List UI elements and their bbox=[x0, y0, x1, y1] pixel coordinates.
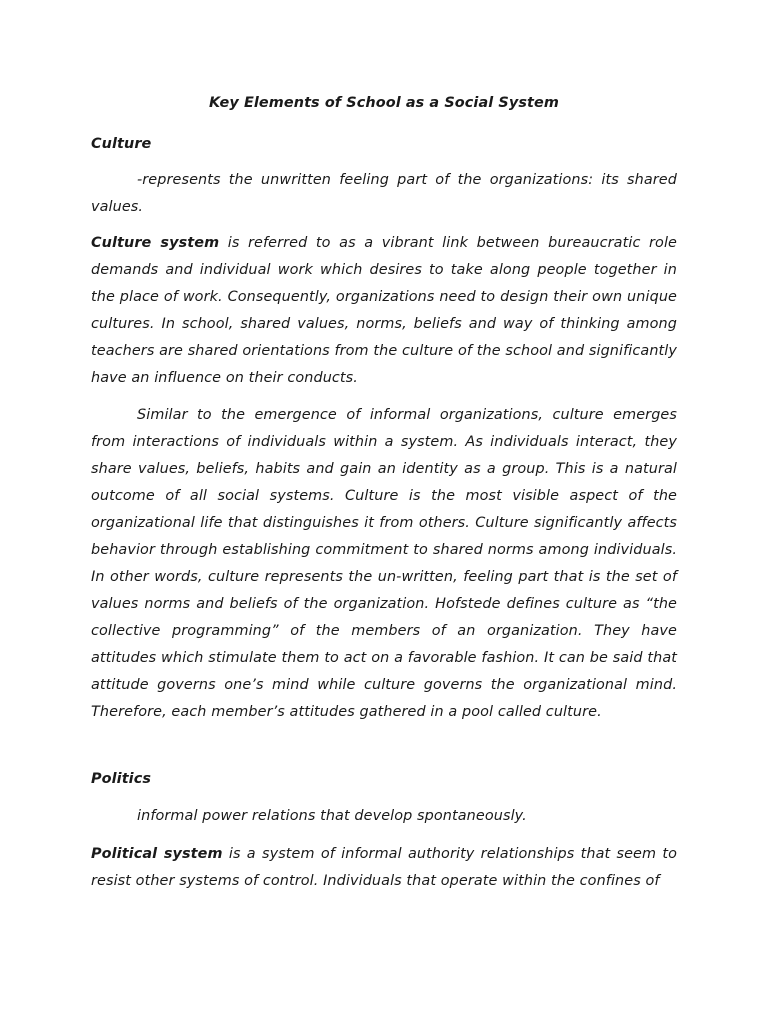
section-heading-politics: Politics bbox=[91, 771, 152, 787]
politics-definition: informal power relations that develop spontaneously. bbox=[137, 808, 527, 824]
section-heading-culture: Culture bbox=[91, 136, 152, 152]
political-system-text: is a system of informal authority relationships that seem to resist other systems of control. Individuals that operate within the confines of bbox=[91, 846, 678, 889]
culture-system-text: is referred to as a vibrant link between bureaucratic role demands and individual work which desires to take along people together in the place of work. Consequently, organizations need to design their own unique cultures. In school, shared values, norms, beliefs and way of thinking among teachers are shared orientations from the culture of the school and significantly have an influence on their conducts. bbox=[91, 235, 678, 386]
culture-body-paragraph: Similar to the emergence of informal organizations, culture emerges from interactions of individuals within a system. As individuals interact, they share values, beliefs, habits and gain an identity as a group. This is a natural outcome of all social systems. Culture is the most visible aspect of the organizational life that distinguishes it from others. Culture significantly affects behavior through establishing commitment to shared norms among individuals. In other words, culture represents the un-written, feeling part that is the set of values norms and beliefs of the organization. Hofstede defines culture as “the collective programming” of the members of an organization. They have attitudes which stimulate them to act on a favorable fashion. It can be said that attitude governs one’s mind while culture governs the organizational mind. Therefore, each member’s attitudes gathered in a pool called culture. bbox=[91, 407, 677, 720]
political-system-term: Political system bbox=[91, 846, 223, 862]
document-title: Key Elements of School as a Social System bbox=[209, 95, 559, 111]
culture-system-paragraph bbox=[91, 230, 677, 392]
political-system-paragraph bbox=[91, 841, 677, 895]
culture-system-term: Culture system bbox=[91, 235, 220, 251]
culture-definition: -represents the unwritten feeling part of the organizations: its shared values. bbox=[91, 172, 677, 215]
